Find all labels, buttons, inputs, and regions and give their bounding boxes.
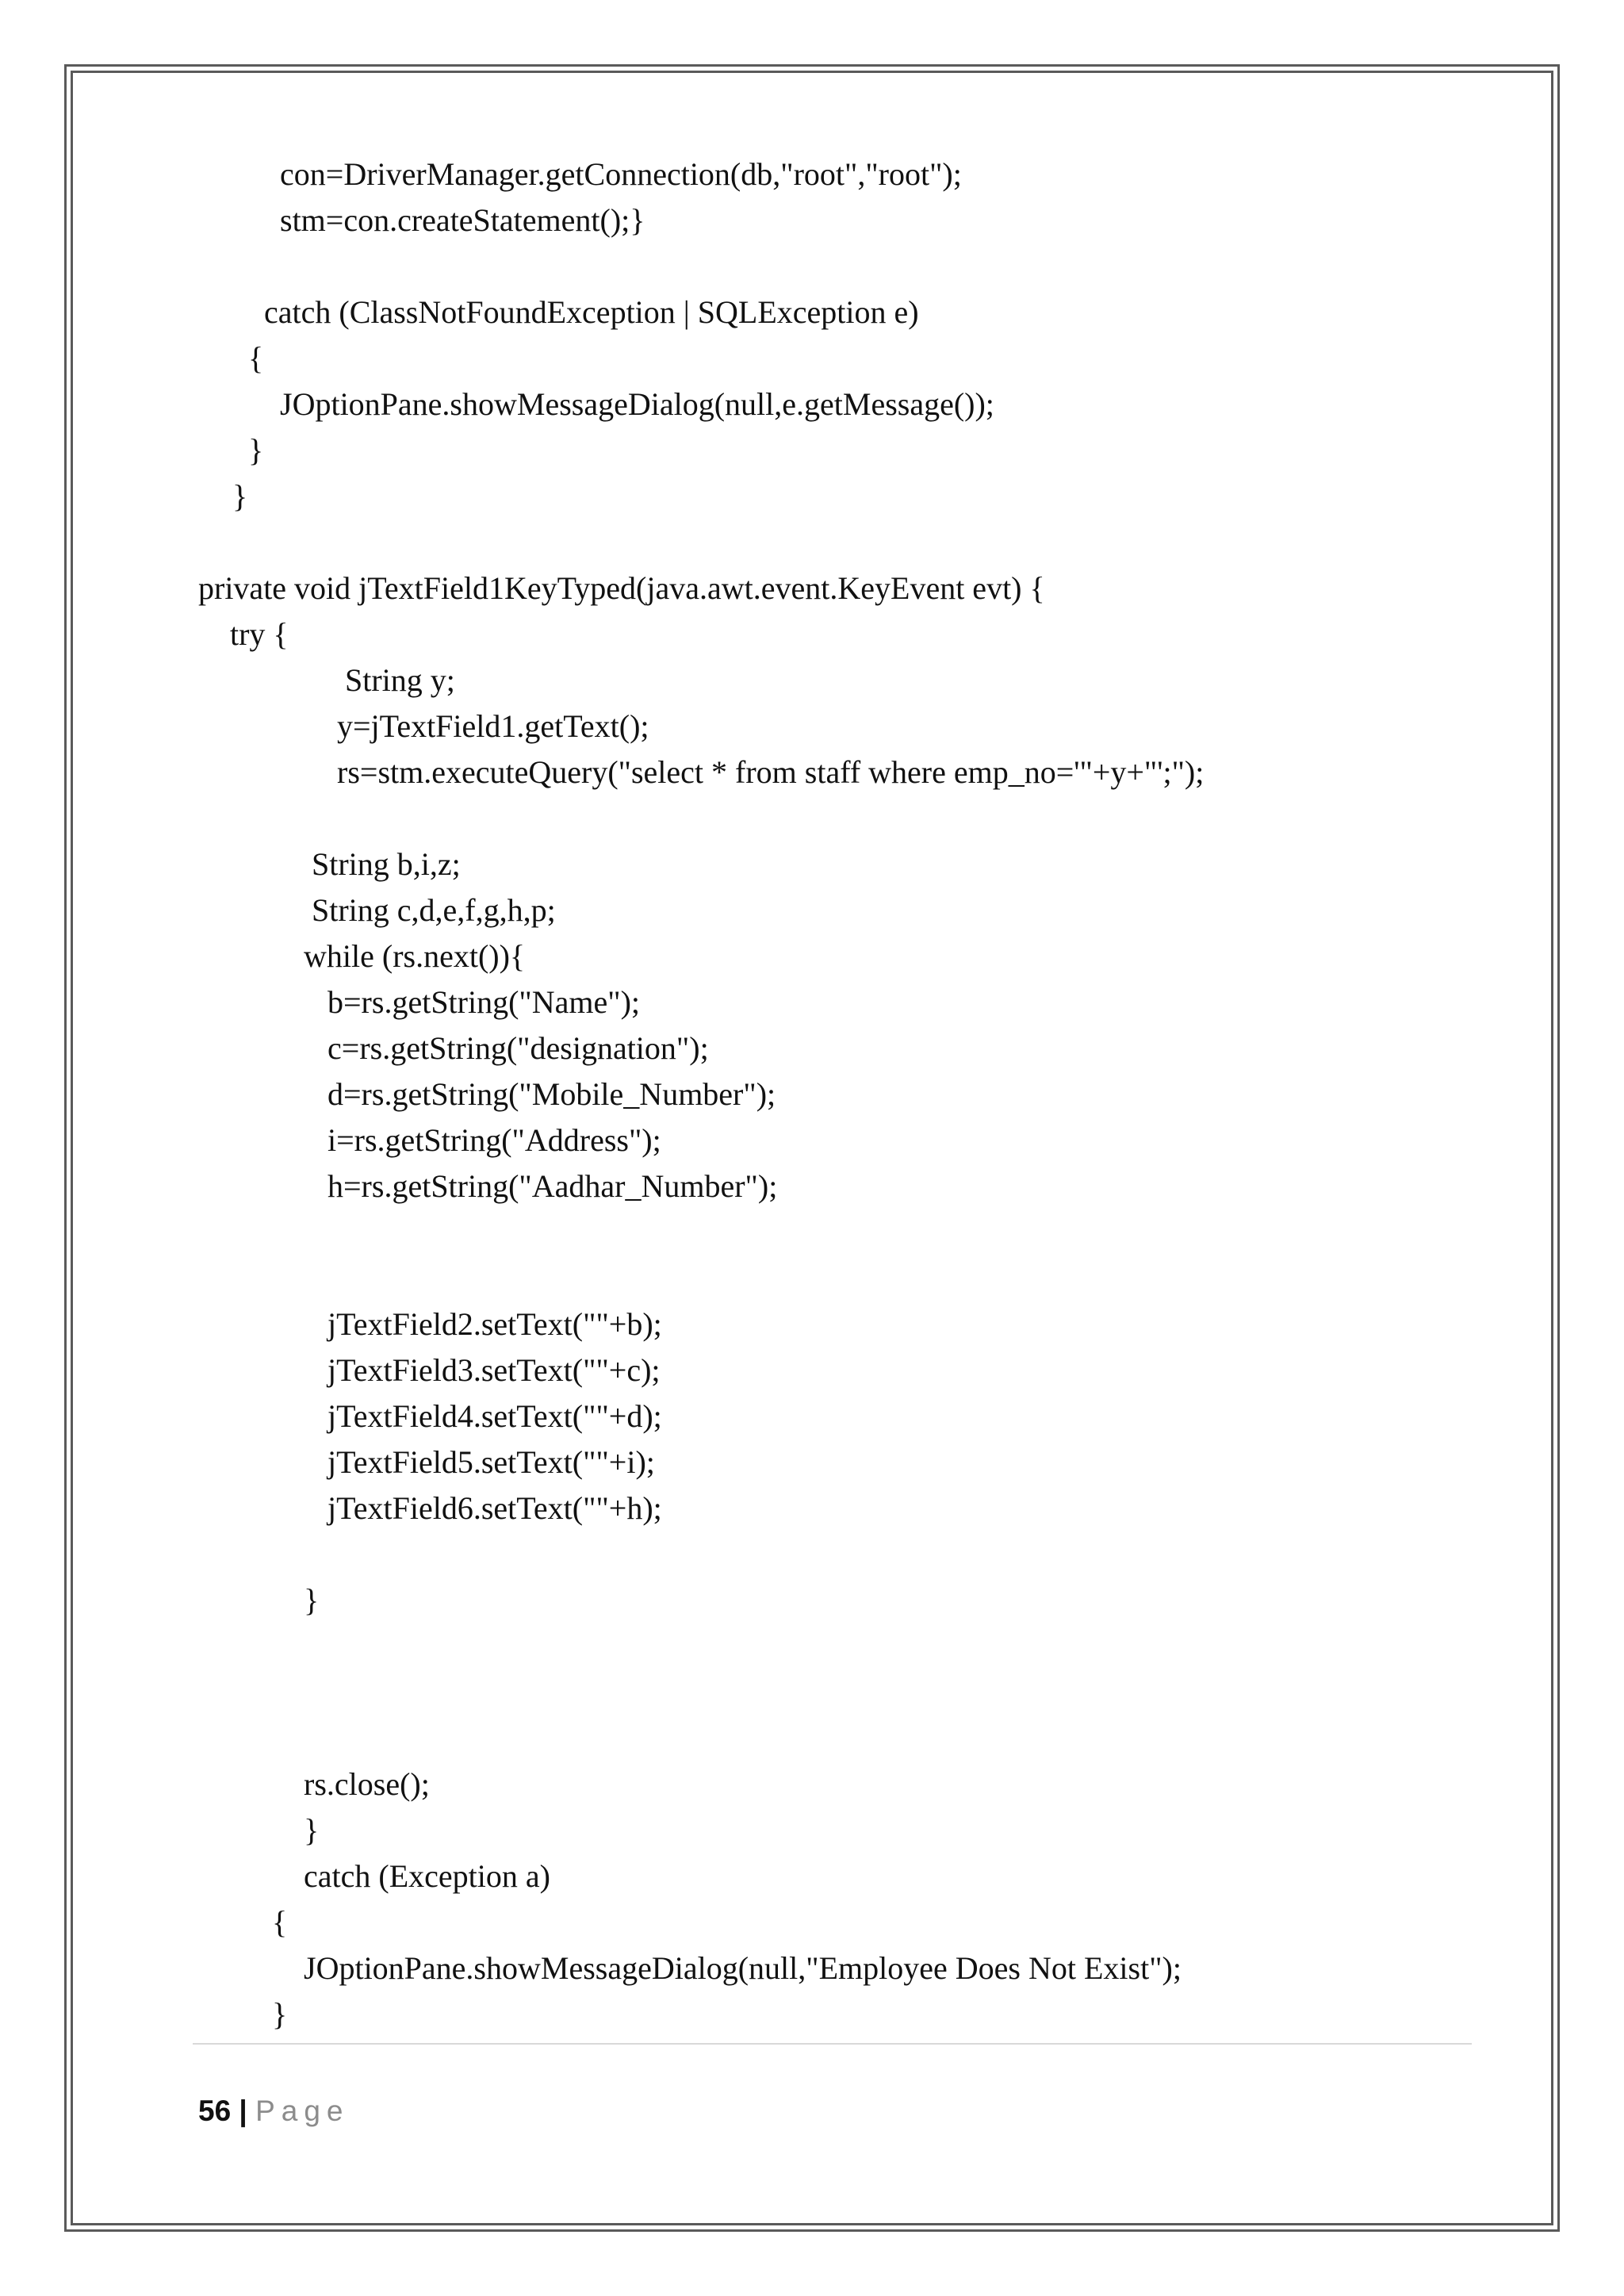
code-line: String c,d,e,f,g,h,p;	[312, 892, 556, 928]
code-line: h=rs.getString("Aadhar_Number");	[327, 1168, 778, 1204]
code-line: rs.close();	[304, 1766, 430, 1802]
code-line: jTextField3.setText(""+c);	[327, 1352, 661, 1388]
code-line: }	[248, 432, 264, 468]
code-line: String y;	[345, 662, 455, 698]
code-line: while (rs.next()){	[304, 938, 526, 974]
page-label: Page	[255, 2095, 350, 2127]
code-line: {	[272, 1904, 288, 1940]
page-number: 56	[198, 2095, 232, 2127]
code-line: private void jTextField1KeyTyped(java.awt.event.KeyEvent evt) {	[198, 570, 1045, 606]
code-line: catch (Exception a)	[304, 1858, 550, 1894]
code-line: jTextField5.setText(""+i);	[327, 1444, 655, 1480]
code-line: JOptionPane.showMessageDialog(null,e.getMessage());	[280, 386, 994, 422]
code-line: }	[272, 1996, 288, 2032]
code-line: b=rs.getString("Name");	[327, 984, 641, 1020]
code-line: con=DriverManager.getConnection(db,"root","root");	[280, 156, 962, 192]
code-line: catch (ClassNotFoundException | SQLException e)	[264, 294, 919, 330]
code-line: y=jTextField1.getText();	[337, 708, 649, 744]
page-footer	[198, 2094, 350, 2129]
code-line: String b,i,z;	[312, 846, 461, 882]
code-line: jTextField2.setText(""+b);	[327, 1306, 662, 1342]
code-line: d=rs.getString("Mobile_Number");	[327, 1076, 776, 1112]
footer-divider	[193, 2043, 1472, 2045]
code-line: try {	[230, 616, 289, 652]
code-line: JOptionPane.showMessageDialog(null,"Employee Does Not Exist");	[304, 1950, 1182, 1986]
code-line: }	[304, 1812, 320, 1848]
code-line: c=rs.getString("designation");	[327, 1030, 709, 1066]
code-line: {	[248, 340, 264, 376]
footer-separator: |	[231, 2095, 256, 2127]
code-line: jTextField4.setText(""+d);	[327, 1398, 662, 1434]
code-line: jTextField6.setText(""+h);	[327, 1490, 662, 1526]
code-line: }	[304, 1582, 320, 1618]
code-line: rs=stm.executeQuery("select * from staff where emp_no='"+y+"';");	[337, 754, 1205, 790]
code-line: }	[232, 478, 248, 514]
code-line: i=rs.getString("Address");	[327, 1122, 661, 1158]
code-line: stm=con.createStatement();}	[280, 202, 645, 238]
